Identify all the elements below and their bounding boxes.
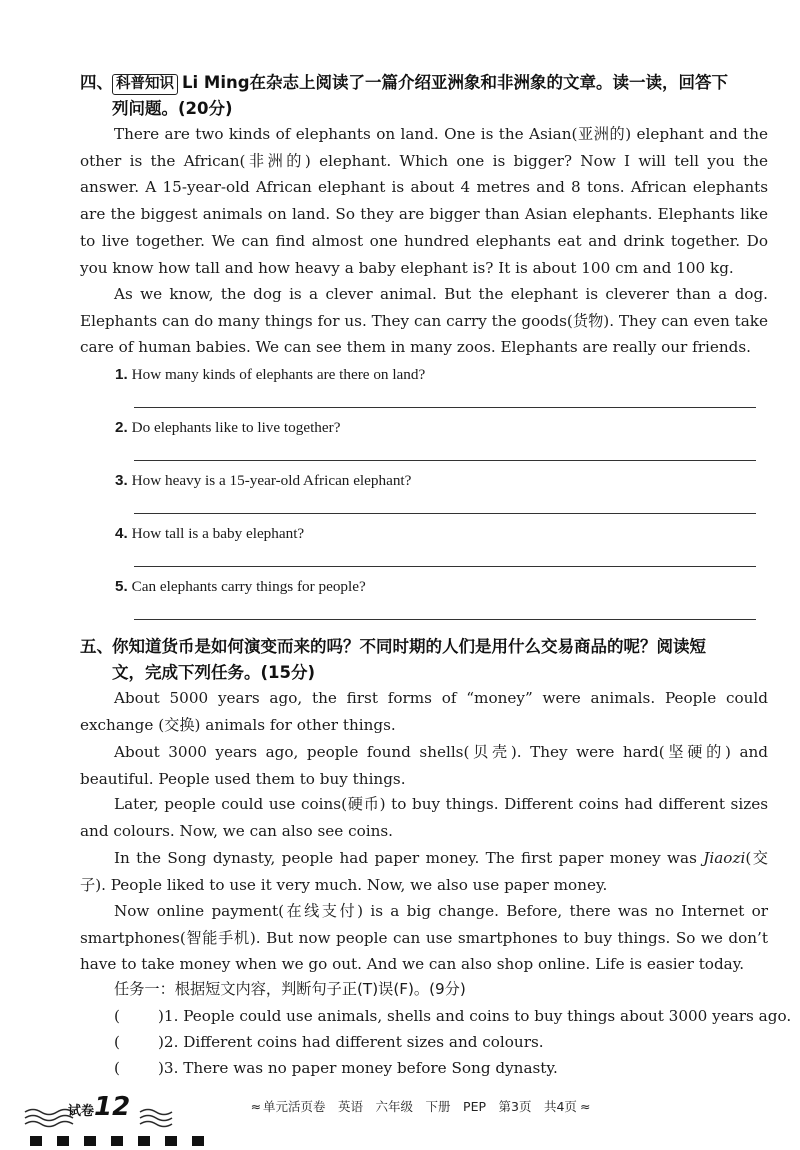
answer-line-5[interactable] [134, 619, 756, 620]
section-4-paragraph-2: As we know, the dog is a clever animal. But the elephant is cleverer than a dog. Elephants can do many things for us. They can carry the goods(货物). They can even take care of human babies. We can see them in many zoos. Elephants are really our friends. [80, 285, 768, 357]
judgement-1: ( )1. People could use animals, shells and coins to buy things about 3000 years ago. [114, 1007, 792, 1025]
question-1: 1. How many kinds of elephants are there on land? [115, 366, 426, 383]
judgement-3: ( )3. There was no paper money before Song dynasty. [114, 1059, 558, 1077]
question-4: 4. How tall is a baby elephant? [115, 525, 305, 542]
section-5-paragraph-1: About 5000 years ago, the first forms of “money” were animals. People could exchange (交换) animals for other things. [80, 689, 768, 734]
wave-left-icon: ≈ [250, 1099, 261, 1114]
section-5-paragraph-4: In the Song dynasty, people had paper money. The first paper money was Jiaozi(交子). People liked to use it very much. Now, we also use paper money. [80, 849, 768, 894]
answer-line-1[interactable] [134, 407, 756, 408]
wave-right-icon: ≈ [579, 1099, 590, 1114]
footer-square-marks [30, 1131, 219, 1150]
exam-number-label: 试卷12 [68, 1092, 131, 1122]
answer-line-2[interactable] [134, 460, 756, 461]
answer-blank-3[interactable]: ( [114, 1059, 120, 1077]
section-4-tag: 科普知识 [112, 74, 178, 95]
jiaozi-term: Jiaozi [703, 849, 746, 867]
footer-info: ≈ 单元活页卷 英语 六年级 下册 PEP 第3页 共4页 ≈ [250, 1099, 590, 1114]
judgement-2: ( )2. Different coins had different sizes and colours. [114, 1033, 544, 1051]
answer-line-4[interactable] [134, 566, 756, 567]
section-4-title-line1: Li Ming在杂志上阅读了一篇介绍亚洲象和非洲象的文章。读一读，回答下 [182, 73, 729, 92]
section-5-paragraph-5: Now online payment(在线支付) is a big change. Before, there was no Internet or smartphones(智能手机). But now people can use smartphones to buy things. So we don’t have to take money when we go out. And we can also shop online. Life is easier today. [80, 902, 768, 974]
section-5-heading [80, 634, 770, 686]
answer-line-3[interactable] [134, 513, 756, 514]
section-5-number: 五、 [80, 637, 113, 656]
task-1-heading: 任务一：根据短文内容，判断句子正(T)误(F)。(9分) [114, 980, 466, 998]
question-2: 2. Do elephants like to live together? [115, 419, 341, 436]
answer-blank-2[interactable]: ( [114, 1033, 120, 1051]
section-4-number: 四、 [80, 73, 113, 92]
question-5: 5. Can elephants carry things for people? [115, 578, 366, 595]
answer-blank-1[interactable]: ( [114, 1007, 120, 1025]
section-5-title-line1: 你知道货币是如何演变而来的吗？不同时期的人们是用什么交易商品的呢？阅读短 [112, 637, 706, 656]
section-5-paragraph-3: Later, people could use coins(硬币) to buy things. Different coins had different sizes and colours. Now, we can also see coins. [80, 795, 768, 840]
section-4-heading [80, 70, 770, 122]
section-4-title-line2: 列问题。(20分) [112, 99, 233, 118]
section-5-paragraph-2: About 3000 years ago, people found shells(贝壳). They were hard(坚硬的) and beautiful. People used them to buy things. [80, 743, 768, 788]
section-4-paragraph-1: There are two kinds of elephants on land. One is the Asian(亚洲的) elephant and the other is the African(非洲的) elephant. Which one is bigger? Now I will tell you the answer. A 15-year-old African elephant is about 4 metres and 8 tons. African elephants are the biggest animals on land. So they are bigger than Asian elephants. Elephants like to live together. We can find almost one hundred elephants eat and drink together. Do you know how tall and how heavy a baby elephant is? It is about 100 cm and 100 kg. [80, 125, 768, 277]
question-3: 3. How heavy is a 15-year-old African elephant? [115, 472, 412, 489]
section-5-title-line2: 文，完成下列任务。(15分) [112, 663, 316, 682]
